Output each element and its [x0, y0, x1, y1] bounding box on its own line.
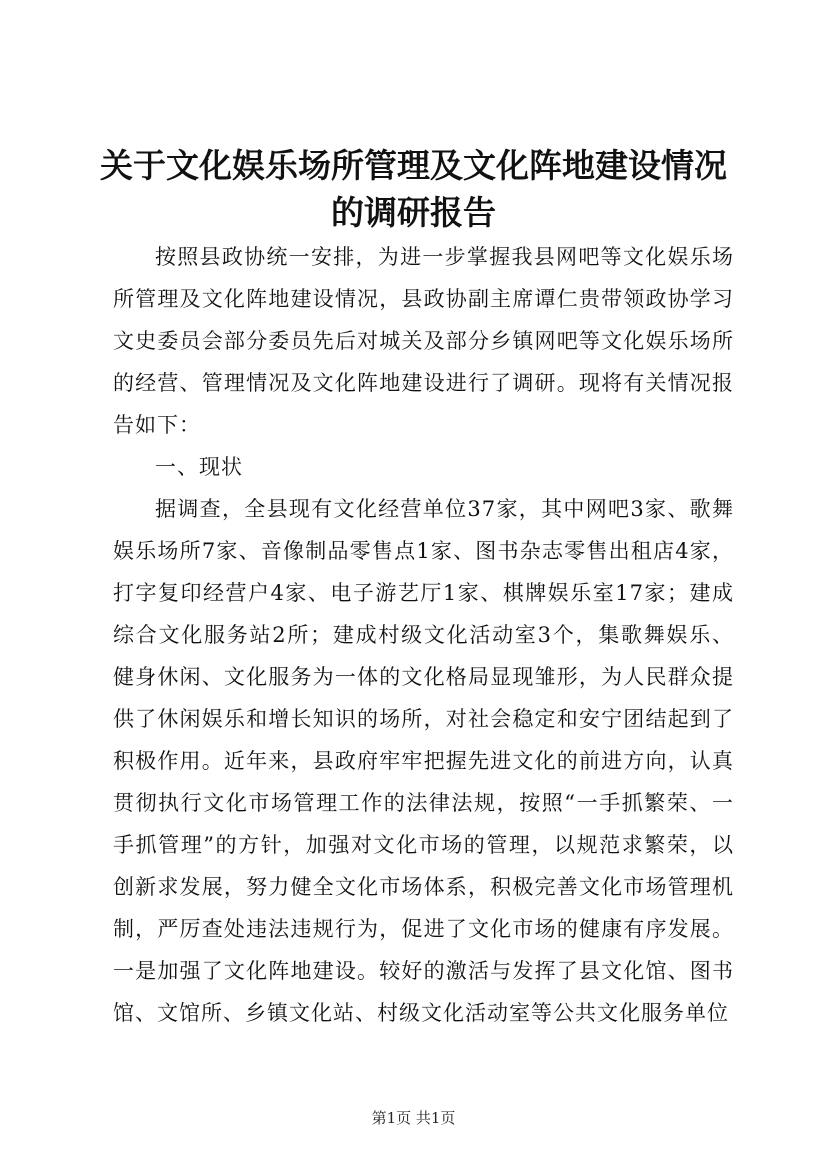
document-body — [113, 236, 734, 1034]
document-title: 关于文化娱乐场所管理及文化阵地建设情况的调研报告 — [100, 146, 727, 232]
page-footer: 第1页 共1页 — [371, 1109, 456, 1127]
paragraph-survey: 据调查，全县现有文化经营单位37家，其中网吧3家、歌舞娱乐场所7家、音像制品零售点1家、图书杂志零售出租店4家，打字复印经营户4家、电子游艺厅1家、棋牌娱乐室17家；建成综合文化服务站2所；建成村级文化活动室3个，集歌舞娱乐、健身休闲、文化服务为一体的文化格局显现雏形，为人民群众提供了休闲娱乐和增长知识的场所，对社会稳定和安宁团结起到了积极作用。近年来，县政府牢牢把握先进文化的前进方向，认真贯彻执行文化市场管理工作的法律法规，按照“一手抓繁荣、一手抓管理”的方针，加强对文化市场的管理，以规范求繁荣，以创新求发展，努力健全文化市场体系，积极完善文化市场管理机制，严厉查处违法违规行为，促进了文化市场的健康有序发展。一是加强了文化阵地建设。较好的激活与发挥了县文化馆、图书馆、文馆所、乡镇文化站、村级文化活动室等公共文化服务单位 — [113, 497, 734, 1025]
section-heading-status: 一、现状 — [155, 455, 243, 479]
paragraph-intro: 按照县政协统一安排，为进一步掌握我县网吧等文化娱乐场所管理及文化阵地建设情况，县政协副主席谭仁贵带领政协学习文史委员会部分委员先后对城关及部分乡镇网吧等文化娱乐场所的经营、管理情况及文化阵地建设进行了调研。现将有关情况报告如下： — [113, 245, 734, 437]
